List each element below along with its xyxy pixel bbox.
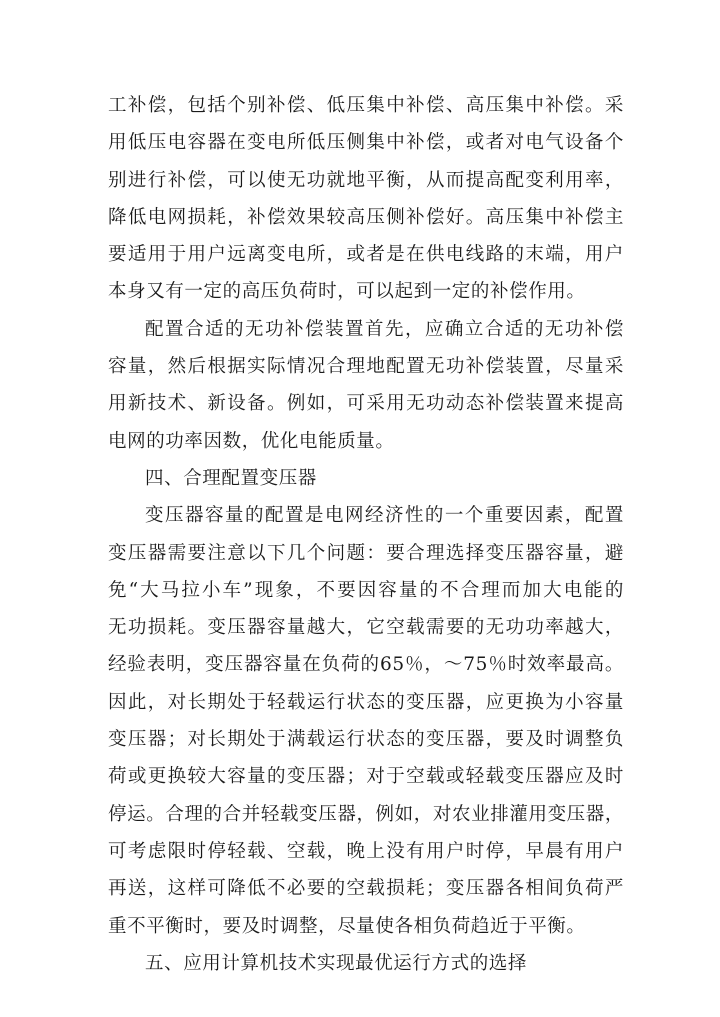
text-line: 因此，对长期处于轻载运行状态的变压器，应更换为小容量 — [108, 691, 624, 713]
text-line: 电网的功率因数，优化电能质量。 — [108, 430, 395, 452]
text-line: 变压器需要注意以下几个问题：要合理选择变压器容量，避 — [108, 542, 624, 564]
document-page — [108, 87, 624, 982]
text-line: 停运。合理的合并轻载变压器，例如，对农业排灌用变压器， — [108, 803, 624, 825]
text-line: 工补偿，包括个别补偿、低压集中补偿、高压集中补偿。采 — [108, 95, 624, 116]
text-line: 用低压电容器在变电所低压侧集中补偿，或者对电气设备个 — [108, 132, 624, 154]
text-line: 再送，这样可降低不必要的空载损耗；变压器各相间负荷严 — [108, 878, 624, 900]
text-line: 配置合适的无功补偿装置首先，应确立合适的无功补偿 — [145, 318, 624, 340]
text-line: 重不平衡时，要及时调整，尽量使各相负荷趋近于平衡。 — [108, 915, 586, 937]
text-line: 别进行补偿，可以使无功就地平衡，从而提高配变利用率， — [108, 169, 624, 191]
text-line: 可考虑限时停轻载、空载，晚上没有用户时停，早晨有用户 — [108, 840, 624, 862]
paragraph-compensation-device — [108, 311, 624, 460]
text-line: 荷或更换较大容量的变压器；对于空载或轻载变压器应及时 — [108, 766, 624, 788]
text-line: 无功损耗。变压器容量越大，它空载需要的无功功率越大， — [108, 617, 624, 639]
text-line: 经验表明，变压器容量在负荷的65％，～75％时效率最高。 — [108, 654, 624, 676]
text-line: 免“大马拉小车”现象，不要因容量的不合理而加大电能的 — [108, 579, 624, 601]
text-line: 要适用于用户远离变电所，或者是在供电线路的末端，用户 — [108, 244, 624, 266]
text-line: 本身又有一定的高压负荷时，可以起到一定的补偿作用。 — [108, 281, 586, 303]
paragraph-compensation-methods — [108, 87, 624, 311]
text-line: 用新技术、新设备。例如，可采用无功动态补偿装置来提高 — [108, 393, 624, 415]
section-heading-transformer — [108, 460, 624, 497]
section-heading: 五、应用计算机技术实现最优运行方式的选择 — [145, 952, 528, 974]
section-heading-computer-tech — [108, 945, 624, 982]
paragraph-transformer-config — [108, 497, 624, 945]
text-line: 降低电网损耗，补偿效果较高压侧补偿好。高压集中补偿主 — [108, 206, 624, 228]
text-line: 变压器容量的配置是电网经济性的一个重要因素，配置 — [145, 505, 624, 527]
text-line: 容量，然后根据实际情况合理地配置无功补偿装置，尽量采 — [108, 356, 624, 378]
section-heading: 四、合理配置变压器 — [145, 467, 317, 489]
text-line: 变压器；对长期处于满载运行状态的变压器，要及时调整负 — [108, 729, 624, 751]
